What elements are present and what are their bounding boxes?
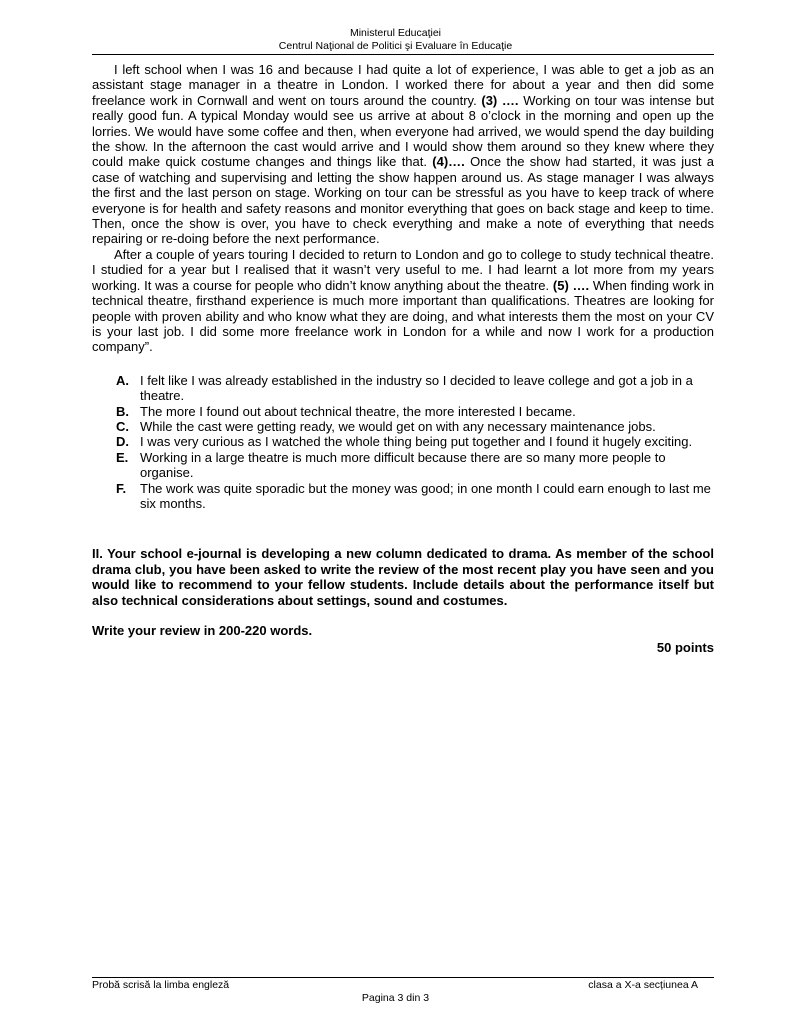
paragraph-2-text-b: When finding work in technical theatre, firsthand experience is much more important than qualifications. Theatres are looking for people with proven ability and who know what they are doing, and what interests them the most on your CV is your last job. I did some more freelance work in London for a while and now I work for a production company”. <box>92 277 715 355</box>
answer-option-c <box>92 419 714 434</box>
reading-paragraph-1 <box>92 62 714 247</box>
option-letter: E. <box>116 449 129 465</box>
gap-4-marker: (4)…. <box>432 154 465 170</box>
option-letter: C. <box>116 418 129 434</box>
page-content <box>92 62 714 656</box>
footer-class-section: clasa a X-a secțiunea A <box>588 979 698 991</box>
answer-option-d <box>92 434 714 449</box>
option-text: While the cast were getting ready, we would get on with any necessary maintenance jobs. <box>140 418 656 434</box>
paragraph-1-text-c: Once the show had started, it was just a case of watching and supervising and letting the show happen around us. As stage manager I was always the first and the last person on stage. Working on tour can be stressful as you have to keep track of where everyone is for health and safety reasons and monitor everything that goes on back stage and keep to time. Then, once the show is over, you have to check everything and make a note of everything that needs repairing or re-doing before the next performance. <box>92 154 714 247</box>
option-letter: A. <box>116 372 129 388</box>
paragraph-1-text-a: I left school when I was 16 and because I had quite a lot of experience, I was able to get a job as an assistant stage manager in a theatre in London. I worked there for about a year and then did some freelance work in Cornwall and went on tours around the country. <box>92 62 714 108</box>
option-letter: D. <box>116 434 129 450</box>
option-text: The more I found out about technical theatre, the more interested I became. <box>140 403 576 419</box>
task-points: 50 points <box>656 640 714 656</box>
footer-exam-name: Probă scrisă la limba engleză <box>92 979 230 991</box>
writing-task-prompt: II. Your school e-journal is developing a new column dedicated to drama. As member of the school drama club, you have been asked to write the review of the most recent play you have seen and you would like to recommend to your fellow students. Include details about the performance itself but also technical considerations about settings, sound and costumes. <box>92 546 714 608</box>
header-center: Centrul Naţional de Politici şi Evaluare în Educaţie <box>278 39 513 52</box>
option-text: I felt like I was already established in the industry so I decided to leave college and got a job in a theatre. <box>140 372 693 404</box>
reading-paragraph-2 <box>92 247 714 355</box>
answer-options-list <box>92 373 714 512</box>
option-text: The work was quite sporadic but the money was good; in one month I could earn enough to last me six months. <box>140 480 711 511</box>
option-text: Working in a large theatre is much more difficult because there are so many more people to organise. <box>140 449 666 481</box>
gap-3-marker: (3) …. <box>481 92 519 108</box>
answer-option-f <box>92 481 714 512</box>
option-letter: F. <box>116 480 127 496</box>
writing-task-instruction: Write your review in 200-220 words. <box>92 623 313 638</box>
answer-option-e <box>92 450 714 481</box>
paragraph-1-text-b: Working on tour was intense but really good fun. A typical Monday would see us arrive at about 8 o’clock in the morning and open up the lorries. We would have some coffee and then, when everyone had arrived, we would spend the day building the show. In the afternoon the cast would arrive and I would show them around so they knew where they could make quick costume changes and things like that. <box>92 92 714 170</box>
paragraph-2-text-a: After a couple of years touring I decided to return to London and go to college to study technical theatre. I studied for a year but I realised that it wasn’t very useful to me. I had learnt a lot more from my years working. It was a course for people who didn’t know anything about the theatre. <box>92 246 714 293</box>
gap-5-marker: (5) …. <box>552 277 590 293</box>
footer-page-number: Pagina 3 din 3 <box>361 992 430 1004</box>
answer-option-b <box>92 404 714 419</box>
header-divider <box>92 54 714 55</box>
header-ministry: Ministerul Educaţiei <box>349 27 442 39</box>
answer-option-a <box>92 373 714 404</box>
footer-divider <box>92 977 714 978</box>
option-letter: B. <box>116 403 129 419</box>
option-text: I was very curious as I watched the whole thing being put together and I found it hugely exciting. <box>140 434 693 450</box>
page-header <box>0 27 791 52</box>
